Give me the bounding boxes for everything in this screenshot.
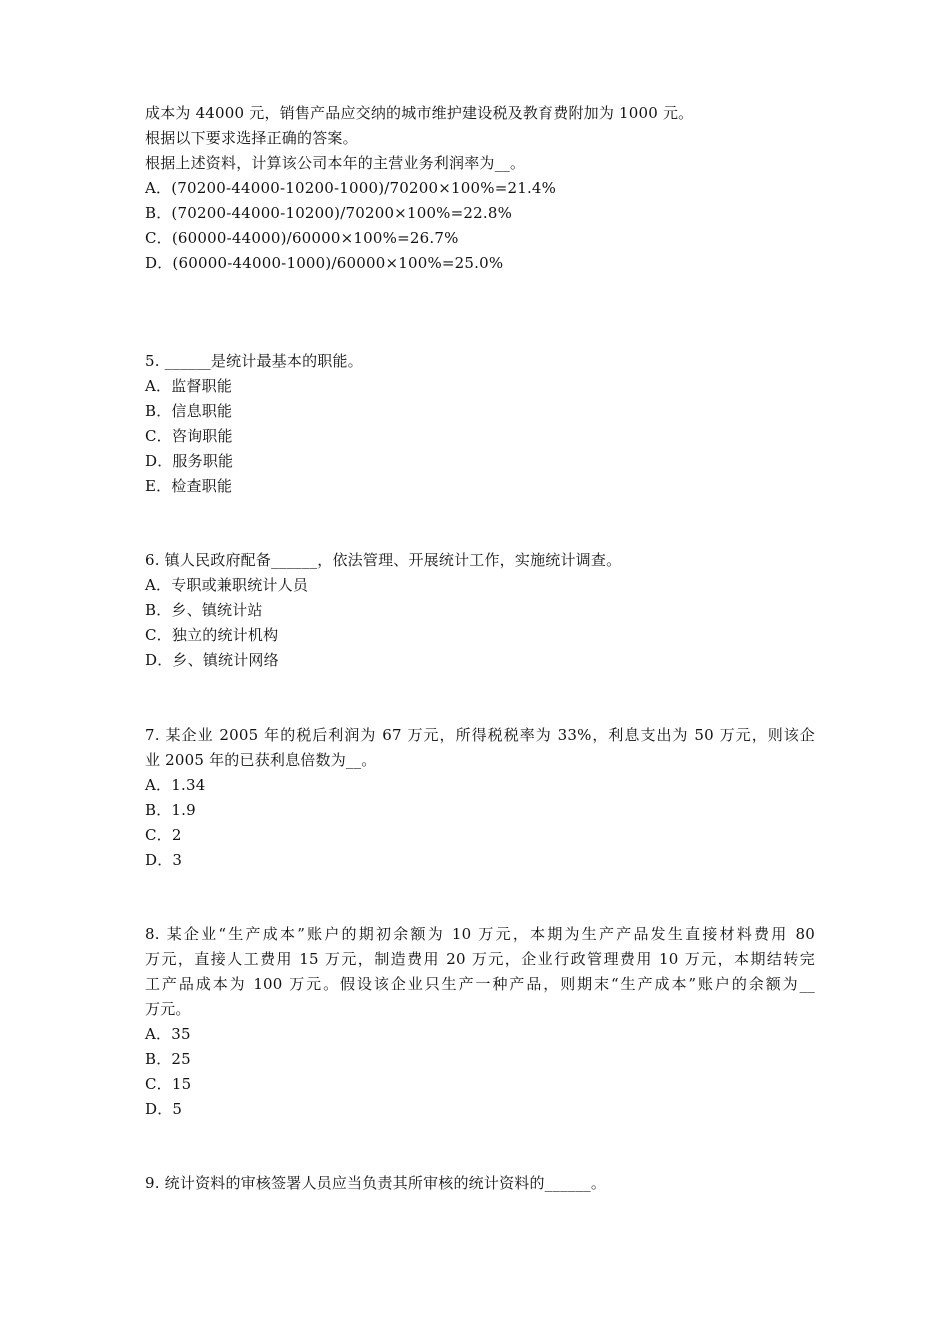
option-d: D．服务职能 <box>145 452 234 470</box>
option-c: C．2 <box>145 826 182 844</box>
option-a: A．(70200-44000-10200-1000)/70200×100%=21.4% <box>145 179 557 197</box>
question-8-stem: 工产品成本为 100 万元。假设该企业只生产一种产品，则期末“生产成本”账户的余额为__ <box>145 975 815 993</box>
question-7-stem: 7. 某企业 2005 年的税后利润为 67 万元，所得税税率为 33%，利息支出为 50 万元，则该企 <box>145 726 815 744</box>
option-e: E．检查职能 <box>145 477 233 495</box>
question-6-stem: 6. 镇人民政府配备______，依法管理、开展统计工作，实施统计调查。 <box>145 551 622 569</box>
option-b: B．信息职能 <box>145 402 233 420</box>
option-a: A．1.34 <box>145 776 206 794</box>
question-8-stem: 万元。 <box>145 1000 191 1018</box>
question-8-stem: 万元，直接人工费用 15 万元，制造费用 20 万元，企业行政管理费用 10 万元，本期结转完 <box>145 950 815 968</box>
option-b: B．25 <box>145 1050 191 1068</box>
intro-question: 根据上述资料，计算该公司本年的主营业务利润率为__。 <box>145 154 526 172</box>
option-d: D．(60000-44000-1000)/60000×100%=25.0% <box>145 254 504 272</box>
question-8-stem: 8. 某企业“生产成本”账户的期初余额为 10 万元，本期为生产产品发生直接材料费用 80 <box>145 925 815 943</box>
intro-line: 根据以下要求选择正确的答案。 <box>145 129 358 147</box>
intro-line: 成本为 44000 元，销售产品应交纳的城市维护建设税及教育费附加为 1000 元。 <box>145 104 694 122</box>
question-7-stem: 业 2005 年的已获利息倍数为__。 <box>145 751 377 769</box>
option-c: C．(60000-44000)/60000×100%=26.7% <box>145 229 459 247</box>
option-a: A．专职或兼职统计人员 <box>145 576 309 594</box>
option-c: C．独立的统计机构 <box>145 626 279 644</box>
option-c: C．咨询职能 <box>145 427 233 445</box>
option-a: A．监督职能 <box>145 377 233 395</box>
option-a: A．35 <box>145 1025 191 1043</box>
option-b: B．(70200-44000-10200)/70200×100%=22.8% <box>145 204 513 222</box>
question-9-stem: 9. 统计资料的审核签署人员应当负责其所审核的统计资料的______。 <box>145 1174 607 1192</box>
option-d: D．5 <box>145 1100 183 1118</box>
option-b: B．乡、镇统计站 <box>145 601 263 619</box>
question-5-stem: 5. ______是统计最基本的职能。 <box>145 352 363 370</box>
option-d: D．乡、镇统计网络 <box>145 651 279 669</box>
option-d: D．3 <box>145 851 183 869</box>
option-b: B．1.9 <box>145 801 196 819</box>
option-c: C．15 <box>145 1075 192 1093</box>
